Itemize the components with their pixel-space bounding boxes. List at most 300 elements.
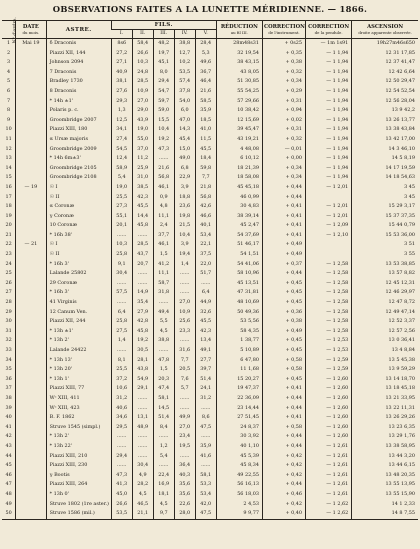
row-number: 30 [5,318,12,325]
right-ascension: 13 21 33,95 [352,394,418,404]
fil-3: 4,5 [153,500,174,510]
right-ascension: 3 45 [352,193,418,203]
table-row [2,471,418,481]
fil-4: 19,8 [174,212,195,222]
star-name: * 13h 22' [46,442,111,452]
fil-3: 14,5 [153,404,174,414]
right-ascension: 14 5 8,19 [352,154,418,164]
clock-correction: — 1 2,58 [306,317,352,327]
date-cell [16,97,46,107]
table-row [2,317,418,327]
fil-2: 25,9 [132,164,153,174]
fil-3: 11,1 [153,269,174,279]
clock-correction: — 1 2,60 [306,384,352,394]
date-cell [16,442,46,452]
observations-table [2,17,418,520]
fil-3: 9,7 [153,509,174,519]
date-cell [16,221,46,231]
right-ascension: 13 53 38,85 [352,260,418,270]
right-ascension: 12 52 3,37 [352,317,418,327]
reduction-value: 4 48,08 [216,145,262,155]
reduction-value: 39 45,47 [216,125,262,135]
date-cell [16,452,46,462]
fil-1: 25,5 [111,365,132,375]
right-ascension: 13 22 11,31 [352,404,418,414]
reduction-value: 9 9,77 [216,509,262,519]
fil-2: 30,5 [132,346,153,356]
instrument-correction: + 0,45 [262,298,305,308]
instrument-correction: + 0,41 [262,212,305,222]
fil-2: 29,1 [132,384,153,394]
fil-2: 45,8 [132,221,153,231]
fil-2: ...... [132,394,153,404]
fil-3: 48,2 [153,39,174,49]
reduction-value: 45 8,34 [216,461,262,471]
right-ascension: 13 26 13,77 [352,116,418,126]
fil-5: 40,1 [195,221,216,231]
fil-5: 35,9 [195,442,216,452]
row-number: 41 [5,423,12,430]
table-row [2,423,418,433]
right-ascension: 13 44 6,15 [352,461,418,471]
fil-2: ...... [132,231,153,241]
row-number: 48 [5,490,12,497]
instrument-correction: + 0,58 [262,356,305,366]
fil-1: 29,5 [111,423,132,433]
page-title: OBSERVATIONS FAITES A LA LUNETTE MÉRIDIENNE. — 1866. [52,4,368,14]
reduction-value: 6 47,80 [216,356,262,366]
fil-4: 49,9 [174,413,195,423]
table-row [2,106,418,116]
clock-correction: — 1 2,61 [306,442,352,452]
fil-1: 12,4 [111,154,132,164]
date-cell [16,77,46,87]
right-ascension: 13 9 59,29 [352,365,418,375]
fil-4: 53,5 [174,68,195,78]
fil-4: 25,6 [174,317,195,327]
fil-2: ...... [132,404,153,414]
fil-3: 49,4 [153,308,174,318]
instrument-correction: + 0,31 [262,97,305,107]
star-name: Struve 1545 (simpl.) [46,423,111,433]
clock-correction: — 1 2,01 [306,202,352,212]
clock-correction: — 1 2,61 [306,480,352,490]
star-name: Groombridge 2108 [46,173,111,183]
table-row [2,97,418,107]
fil-1: 6,4 [111,308,132,318]
row-number: 42 [5,433,12,440]
fil-2: 38,5 [132,183,153,193]
row-number: 36 [5,375,12,382]
row-number: 39 [5,404,12,411]
clock-correction: — 1 2,60 [306,413,352,423]
fil-5: 31,2 [195,394,216,404]
fil-2: 28,5 [132,77,153,87]
fil-2: 43,8 [132,365,153,375]
instrument-correction: + 0,58 [262,423,305,433]
star-name: * 16h 38' [46,231,111,241]
fil-5: 51,7 [195,269,216,279]
right-ascension: 19h27m46s650 [352,39,418,49]
right-ascension: 14 18 54,63 [352,173,418,183]
fil-1: 31,2 [111,394,132,404]
fil-1: 57,5 [111,288,132,298]
fil-5: 13,4 [195,336,216,346]
instrument-correction: + 0,44 [262,193,305,203]
fil-2: 48,9 [132,423,153,433]
right-ascension: 12 42 6,64 [352,68,418,78]
fil-3: 56,8 [153,173,174,183]
fil-4: 22,6 [174,500,195,510]
fil-1: 54,5 [111,145,132,155]
fil-4: 15,0 [174,145,195,155]
instrument-correction: + 0,02 [262,116,305,126]
instrument-correction: — 0,01 [262,145,305,155]
right-ascension: 13 42 17,00 [352,135,418,145]
fil-3: 5,5 [153,317,174,327]
table-row [2,452,418,462]
fil-3: 1,5 [153,365,174,375]
date-cell [16,135,46,145]
date-cell: Mai 19 [16,39,46,49]
clock-correction: — 1 2,60 [306,423,352,433]
table-row [2,221,418,231]
clock-correction: — 1 2,09 [306,221,352,231]
reduction-value: 18 58,08 [216,173,262,183]
fil-5: 46,4 [195,77,216,87]
clock-correction: — 1 2,01 [306,212,352,222]
fil-2: 10,9 [132,87,153,97]
fil-3: ...... [153,154,174,164]
star-name: δ Draconis [46,39,111,49]
fil-5: 53,4 [195,231,216,241]
right-ascension: 12 45 12,31 [352,279,418,289]
fil-3: 37,7 [153,231,174,241]
right-ascension: 12 49 47,14 [352,308,418,318]
fil-4: 14,3 [174,125,195,135]
fil-3: 18,1 [153,490,174,500]
fil-2: 45,8 [132,327,153,337]
fil-1: 29,3 [111,97,132,107]
table-row [2,260,418,270]
right-ascension: 12 46 29,97 [352,288,418,298]
fil-5: 18,4 [195,154,216,164]
reduction-value: 56 16,13 [216,480,262,490]
fil-3: 5,4 [153,452,174,462]
fil-5: 24,1 [195,384,216,394]
fil-2: ...... [132,269,153,279]
date-cell [16,145,46,155]
right-ascension: 13 4 8,84 [352,346,418,356]
fil-4: 10,9 [174,308,195,318]
fil-3: 46,1 [153,240,174,250]
row-number: 5 [7,78,11,85]
date-cell [16,461,46,471]
table-row [2,365,418,375]
star-name: 41 Virginis [46,298,111,308]
table-row [2,432,418,442]
row-number: 15 [5,174,12,181]
right-ascension: 13 55 13,95 [352,480,418,490]
fil-5: ...... [195,404,216,414]
table-row [2,173,418,183]
instrument-correction: + 0,45 [262,288,305,298]
fil-1: 29,4 [111,452,132,462]
reduction-value: 28m48s31 [216,39,262,49]
fil-4: 3,9 [174,183,195,193]
fil-2: 28,1 [132,356,153,366]
reduction-value: 56 18,03 [216,490,262,500]
header-row-1 [2,21,418,30]
date-cell [16,250,46,260]
instrument-correction: + 0,42 [262,461,305,471]
fil-2: 27,0 [132,97,153,107]
fil-1: 45,0 [111,490,132,500]
clock-correction: — 1 1,94 [306,145,352,155]
instrument-correction: + 0,49 [262,250,305,260]
star-name: 10 Coronæ [46,221,111,231]
fil-1: 10,6 [111,384,132,394]
fil-2: ...... [132,432,153,442]
star-name: * 14h 6m±3' [46,154,111,164]
fil-2: ...... [132,279,153,289]
clock-correction: — 1 1,94 [306,87,352,97]
fil-5: 22,1 [195,240,216,250]
date-cell [16,212,46,222]
star-name: Struve 1802 (1re aster.) [46,500,111,510]
fil-4: 1,4 [174,260,195,270]
fil-5: 46,6 [195,212,216,222]
row-number: 16 [5,183,12,190]
table-row [2,346,418,356]
reduction-value: 54 37,69 [216,231,262,241]
table-row [2,288,418,298]
right-ascension: 13 55 15,90 [352,490,418,500]
fil-2: 42,3 [132,193,153,203]
table-row [2,125,418,135]
fil-4: 28,0 [174,509,195,519]
fil-3: 19,2 [153,135,174,145]
fil-4: 54,0 [174,97,195,107]
table-row [2,509,418,519]
clock-correction: — 1 2,53 [306,336,352,346]
instrument-correction: + 0,44 [262,442,305,452]
instrument-correction: + 0,44 [262,269,305,279]
star-name: 12 Canum Ven. [46,308,111,318]
star-name: Piazzi XIII, 210 [46,452,111,462]
fil-3: 4,5 [153,327,174,337]
table-row [2,58,418,68]
right-ascension: 12 47 8,72 [352,298,418,308]
date-cell [16,116,46,126]
reduction-value: 58 10,96 [216,269,262,279]
reduction-value: 27 51,45 [216,413,262,423]
row-number: 29 [5,308,12,315]
fil-2: 14,9 [132,288,153,298]
fil-5: 7,7 [195,173,216,183]
fil-4: 12,7 [174,49,195,59]
star-name: Piazzi XII, 144 [46,49,111,59]
star-name: * 13h 1' [46,375,111,385]
reduction-value: 46 0,99 [216,193,262,203]
fil-5: 47,5 [195,509,216,519]
fil-2: 43,7 [132,250,153,260]
fil-1: 12,5 [111,116,132,126]
fil-3: 54,7 [153,87,174,97]
fil-1: 25,8 [111,317,132,327]
clock-correction: — 1 2,59 [306,365,352,375]
row-number: 10 [5,126,12,133]
fil-2: 4,9 [132,471,153,481]
fil-3: ...... [153,432,174,442]
row-number: 28 [5,299,12,306]
star-name: ☉ I [46,183,111,193]
star-name: Wᶜ XIII, 411 [46,394,111,404]
row-number: 47 [5,481,12,488]
col-header-fil-2: II. [132,30,153,39]
fil-4: 5,7 [174,384,195,394]
row-number: 17 [5,193,12,200]
fil-1: 25,5 [111,193,132,203]
row-number: 31 [5,327,12,334]
right-ascension: 13 57 8,82 [352,269,418,279]
right-ascension: 12 50 29,47 [352,77,418,87]
fil-1: 26,6 [111,500,132,510]
star-name: γ Coronæ [46,212,111,222]
row-number: 35 [5,366,12,373]
row-number: 27 [5,289,12,296]
row-number: 12 [5,145,12,152]
instrument-correction: + 0,38 [262,58,305,68]
fil-5: 47,5 [195,423,216,433]
row-number: 43 [5,442,12,449]
fil-3: 10,4 [153,125,174,135]
reduction-value: 38 39,14 [216,212,262,222]
fil-5: 51,4 [195,375,216,385]
fil-3: 41,2 [153,260,174,270]
fil-5: ...... [195,461,216,471]
table-row [2,116,418,126]
clock-correction: — 1 2,62 [306,500,352,510]
right-ascension: 13 9 42,2 [352,106,418,116]
star-name: Piazzi XIII, 77 [46,384,111,394]
fil-5: 58,1 [195,471,216,481]
table-row [2,336,418,346]
instrument-correction: + 0,41 [262,384,305,394]
fil-5: 28,4 [195,39,216,49]
row-number: 1 [7,40,11,46]
reduction-value: 43 19,21 [216,135,262,145]
clock-correction: — 1 1,94 [306,77,352,87]
fil-3: 0,9 [153,193,174,203]
date-cell [16,154,46,164]
fil-2: 11,2 [132,154,153,164]
instrument-correction: + 0,34 [262,77,305,87]
table-row [2,250,418,260]
right-ascension: 15 44 0,79 [352,221,418,231]
instrument-correction: + 0,29 [262,87,305,97]
clock-correction: — 1 2,58 [306,269,352,279]
fil-1: 20,1 [111,221,132,231]
row-number: 24 [5,260,12,267]
fil-5: 42,3 [195,327,216,337]
date-cell [16,356,46,366]
fil-4: 10,2 [174,58,195,68]
star-name: 29 Coronæ [46,279,111,289]
fil-2: 30,4 [132,461,153,471]
instrument-correction: + 0,00 [262,154,305,164]
table-row [2,490,418,500]
table-row [2,87,418,97]
fil-4: 3,9 [174,240,195,250]
right-ascension: 13 48 20,35 [352,471,418,481]
star-name: Struve 1586 (mil.) [46,509,111,519]
right-ascension: 13 0 36,41 [352,336,418,346]
instrument-correction: + 0,49 [262,240,305,250]
star-name: ☉ II [46,250,111,260]
date-cell [16,327,46,337]
fil-2: 10,3 [132,58,153,68]
fil-1: 34,1 [111,125,132,135]
reduction-value: 54 1,51 [216,250,262,260]
date-cell [16,336,46,346]
fil-2: 13,1 [132,413,153,423]
right-ascension: 13 44 3,20 [352,452,418,462]
fil-1: 27,3 [111,202,132,212]
clock-correction: — 1 1,94 [306,164,352,174]
fil-4: 45,4 [174,135,195,145]
table-row [2,308,418,318]
star-name: * 13h 20' [46,365,111,375]
star-name: B. F. 1862 [46,413,111,423]
fil-5: 42,0 [195,500,216,510]
instrument-correction: + 0,41 [262,231,305,241]
star-name: ☉ I [46,240,111,250]
fil-2: 26,6 [132,49,153,59]
clock-correction: — 1 1,94 [306,173,352,183]
fil-3: 21,6 [153,164,174,174]
reduction-value: 45 2,47 [216,221,262,231]
fil-4: 47,0 [174,116,195,126]
table-row [2,212,418,222]
col-header-corr-pendule: CORRECTION de la pendule. [306,21,352,39]
fil-3: 1,2 [153,442,174,452]
fil-5: 36,7 [195,68,216,78]
date-cell [16,298,46,308]
fil-1: 41,3 [111,480,132,490]
fil-1: ...... [111,461,132,471]
date-cell [16,375,46,385]
date-cell [16,193,46,203]
fil-5: 44,9 [195,298,216,308]
fil-1: 34,6 [111,413,132,423]
date-cell [16,106,46,116]
fil-1: 47,3 [111,471,132,481]
date-cell [16,500,46,510]
fil-5: 5,3 [195,49,216,59]
fil-5: 41,0 [195,125,216,135]
date-cell [16,404,46,414]
fil-3: 47,3 [153,145,174,155]
right-ascension: 13 18 45,18 [352,384,418,394]
reduction-value: 18 21,39 [216,164,262,174]
date-cell [16,49,46,59]
table-row [2,356,418,366]
clock-correction: — 1 1,94 [306,68,352,78]
date-cell [16,164,46,174]
row-number: 23 [5,251,12,258]
right-ascension: 13 29 1,76 [352,432,418,442]
